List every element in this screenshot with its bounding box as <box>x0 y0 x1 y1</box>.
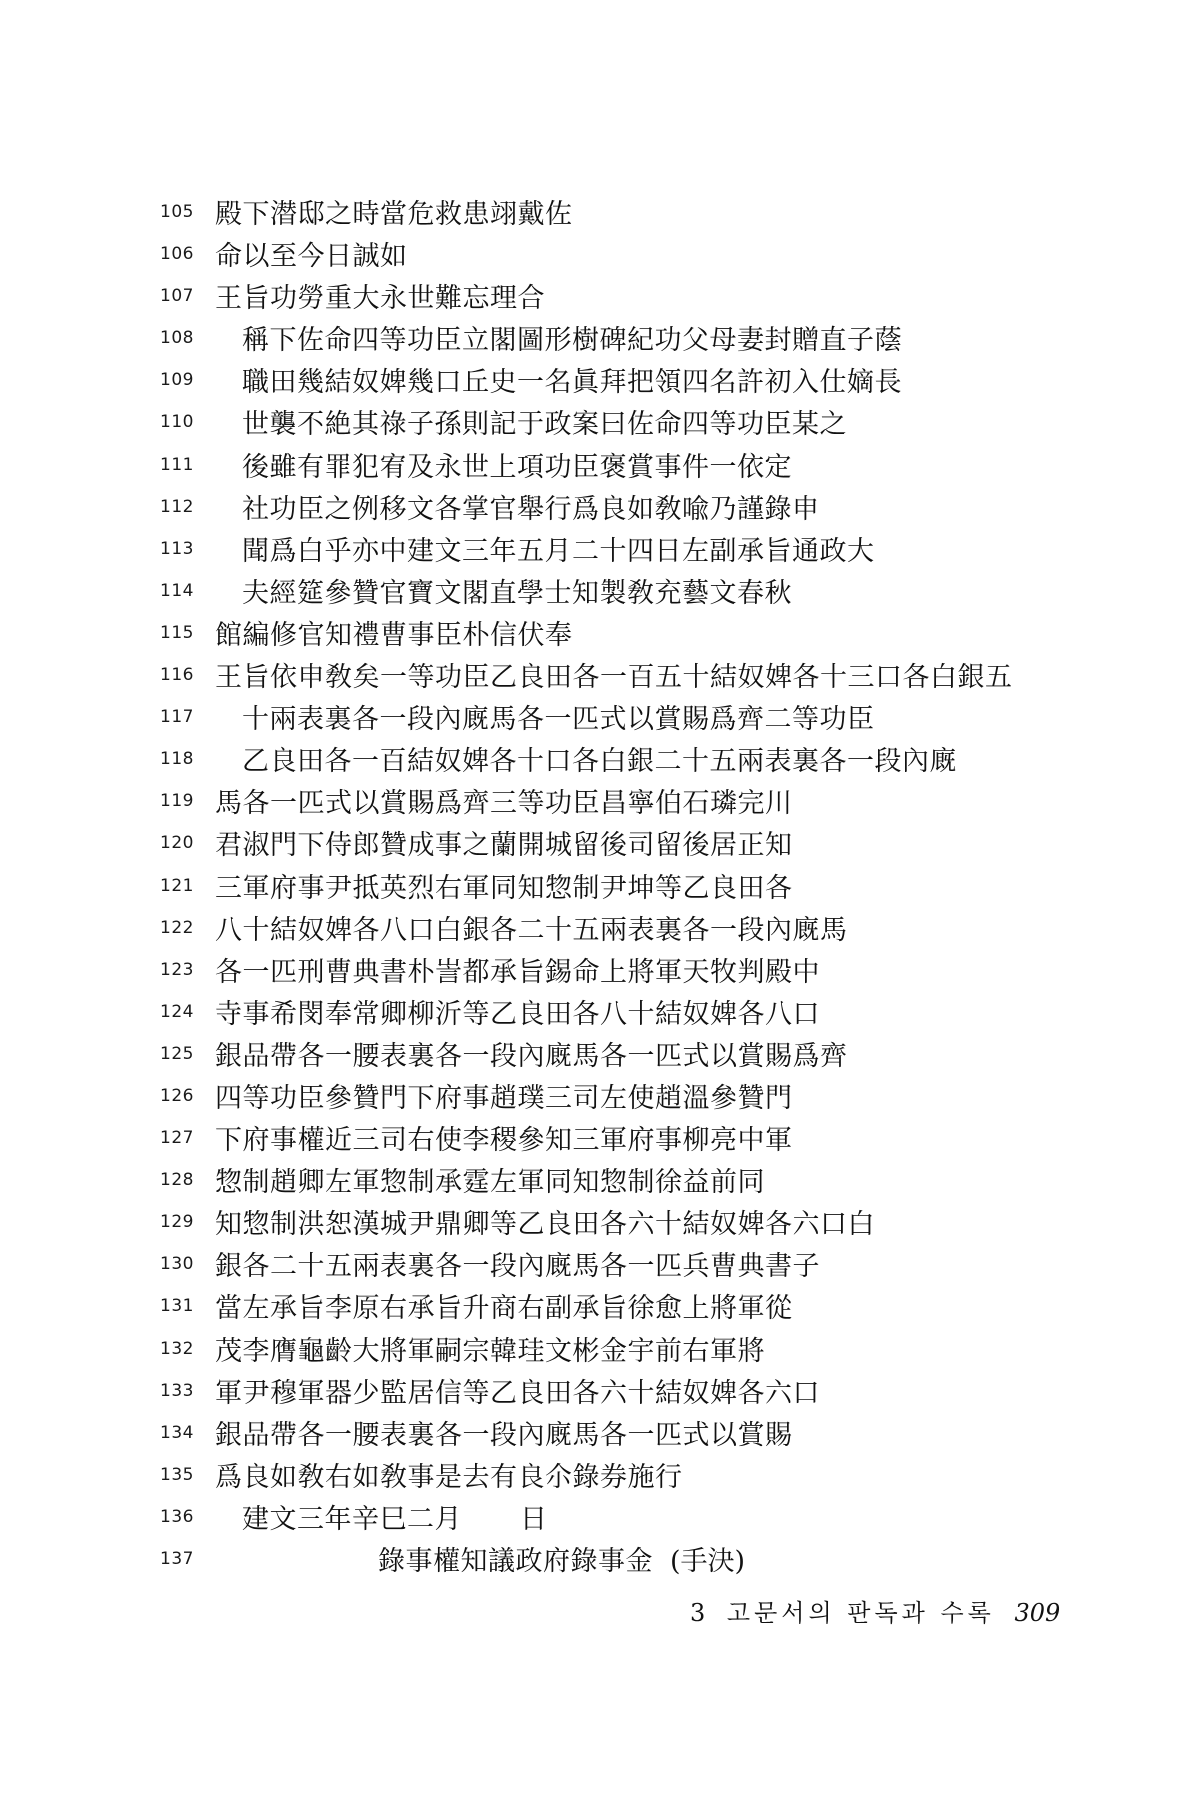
line-text: 後雖有罪犯宥及永世上項功臣褒賞事件一依定 <box>242 451 792 483</box>
line-number: 107 <box>160 286 194 307</box>
signature-mark-text: (手決) <box>670 1546 746 1577</box>
line-number: 125 <box>160 1043 194 1064</box>
text-line <box>0 1114 1200 1156</box>
text-line <box>0 1535 1200 1577</box>
line-text: 知惣制洪恕漢城尹鼎卿等乙良田各六十結奴婢各六口白 <box>215 1209 875 1241</box>
text-line <box>0 1493 1200 1535</box>
text-line <box>0 862 1200 904</box>
document-text-block <box>0 188 1200 1577</box>
line-number: 126 <box>160 1085 194 1106</box>
line-number: 112 <box>160 496 194 517</box>
line-number: 117 <box>160 707 194 728</box>
line-text: 乙良田各一百結奴婢各十口各白銀二十五兩表裏各一段內廐 <box>242 746 957 778</box>
line-number: 123 <box>160 959 194 980</box>
line-number: 115 <box>160 622 194 643</box>
line-number: 127 <box>160 1128 194 1149</box>
text-line <box>0 1198 1200 1240</box>
line-text: 惣制趙卿左軍惣制承霆左軍同知惣制徐益前同 <box>215 1167 765 1199</box>
line-text: 三軍府事尹抵英烈右軍同知惣制尹坤等乙良田各 <box>215 872 793 904</box>
line-number: 134 <box>160 1422 194 1443</box>
line-number: 128 <box>160 1170 194 1191</box>
line-text: 馬各一匹式以賞賜爲齊三等功臣昌寧伯石璘完川 <box>215 788 793 820</box>
line-text: 殿下潜邸之時當危救患翊戴佐 <box>215 199 573 230</box>
line-number: 119 <box>160 791 194 812</box>
line-text: 當左承旨李原右承旨升商右副承旨徐愈上將軍從 <box>215 1293 793 1325</box>
text-line <box>0 188 1200 230</box>
line-text: 軍尹穆軍器少監居信等乙良田各六十結奴婢各六口 <box>215 1377 820 1409</box>
line-number: 113 <box>160 538 194 559</box>
text-line <box>0 946 1200 988</box>
text-line <box>0 356 1200 398</box>
text-line <box>0 567 1200 609</box>
line-number: 110 <box>160 412 194 433</box>
date-day-text: 日 <box>520 1503 547 1535</box>
text-line <box>0 483 1200 525</box>
line-number: 106 <box>160 244 194 265</box>
line-number: 105 <box>160 202 194 222</box>
line-number: 136 <box>160 1506 194 1527</box>
text-line <box>0 398 1200 440</box>
chapter-number: 3 <box>690 1599 706 1627</box>
line-number: 129 <box>160 1212 194 1233</box>
text-line <box>0 819 1200 861</box>
line-number: 130 <box>160 1254 194 1275</box>
text-line <box>0 1367 1200 1409</box>
text-line <box>0 525 1200 567</box>
line-text: 寺事希閔奉常卿柳沂等乙良田各八十結奴婢各八口 <box>215 998 820 1030</box>
line-text: 爲良如敎右如敎事是去有良尒錄券施行 <box>215 1461 683 1493</box>
line-text: 銀各二十五兩表裏各一段內廐馬各一匹兵曹典書子 <box>215 1251 820 1283</box>
line-text: 命以至今日誠如 <box>215 241 408 273</box>
line-number: 116 <box>160 665 194 686</box>
line-number: 118 <box>160 749 194 770</box>
text-line <box>0 777 1200 819</box>
text-line <box>0 988 1200 1030</box>
line-text: 四等功臣參贊門下府事趙璞三司左使趙溫參贊門 <box>215 1082 793 1114</box>
line-text: 王旨依申敎矣一等功臣乙良田各一百五十結奴婢各十三口各白銀五 <box>215 662 1013 694</box>
line-text: 聞爲白乎亦中建文三年五月二十四日左副承旨通政大 <box>242 535 875 567</box>
line-text: 銀品帶各一腰表裏各一段內廐馬各一匹式以賞賜爲齊 <box>215 1040 848 1072</box>
line-number: 133 <box>160 1380 194 1401</box>
line-text: 王旨功勞重大永世難忘理合 <box>215 283 545 315</box>
text-line <box>0 651 1200 693</box>
text-line <box>0 441 1200 483</box>
text-line <box>0 735 1200 777</box>
text-line <box>0 1451 1200 1493</box>
text-line <box>0 272 1200 314</box>
line-text: 銀品帶各一腰表裏各一段內廐馬各一匹式以賞賜 <box>215 1419 793 1451</box>
line-number: 124 <box>160 1001 194 1022</box>
text-line <box>0 1072 1200 1114</box>
line-text: 下府事權近三司右使李稷參知三軍府事柳亮中軍 <box>215 1125 793 1157</box>
line-number: 135 <box>160 1464 194 1485</box>
line-text: 館編修官知禮曹事臣朴信伏奉 <box>215 619 573 651</box>
date-line-text: 建文三年辛巳二月 <box>242 1503 462 1535</box>
line-number: 114 <box>160 580 194 601</box>
line-text: 十兩表裏各一段內廐馬各一匹式以賞賜爲齊二等功臣 <box>242 704 875 736</box>
text-line <box>0 609 1200 651</box>
page-footer <box>690 1593 1060 1628</box>
line-text: 社功臣之例移文各掌官舉行爲良如敎喩乃謹錄申 <box>242 493 820 525</box>
line-number: 120 <box>160 833 194 854</box>
line-number: 131 <box>160 1296 194 1317</box>
line-number: 121 <box>160 875 194 896</box>
line-text: 世襲不絶其祿子孫則記于政案曰佐命四等功臣某之 <box>242 409 847 441</box>
text-line <box>0 1030 1200 1072</box>
line-text: 各一匹刑曹典書朴訔都承旨錫命上將軍天牧判殿中 <box>215 956 820 988</box>
line-text: 君淑門下侍郎贊成事之蘭開城留後司留後居正知 <box>215 830 793 862</box>
page-number: 309 <box>1014 1599 1061 1627</box>
signatory-text: 錄事權知議政府錄事金 <box>378 1546 653 1577</box>
text-line <box>0 1325 1200 1367</box>
chapter-title: 고문서의 판독과 수록 <box>726 1599 995 1627</box>
text-line <box>0 1240 1200 1282</box>
line-text: 夫經筵參贊官寶文閣直學士知製敎充藝文春秋 <box>242 577 792 609</box>
line-text: 八十結奴婢各八口白銀各二十五兩表裏各一段內廐馬 <box>215 914 848 946</box>
text-line <box>0 1282 1200 1324</box>
line-number: 108 <box>160 328 194 349</box>
text-line <box>0 693 1200 735</box>
text-line <box>0 230 1200 272</box>
line-text: 職田幾結奴婢幾口丘史一名眞拜把領四名許初入仕嫡長 <box>242 367 902 399</box>
line-text: 稱下佐命四等功臣立閣圖形樹碑紀功父母妻封贈直子蔭 <box>242 325 902 357</box>
line-number: 111 <box>160 454 194 475</box>
text-line <box>0 904 1200 946</box>
text-line <box>0 1156 1200 1198</box>
line-number: 132 <box>160 1338 194 1359</box>
line-number: 109 <box>160 370 194 391</box>
text-line <box>0 314 1200 356</box>
line-number: 122 <box>160 917 194 938</box>
line-text: 茂李膺龜齡大將軍嗣宗韓珪文彬金宇前右軍將 <box>215 1335 765 1367</box>
text-line <box>0 1409 1200 1451</box>
line-number: 137 <box>160 1549 194 1569</box>
